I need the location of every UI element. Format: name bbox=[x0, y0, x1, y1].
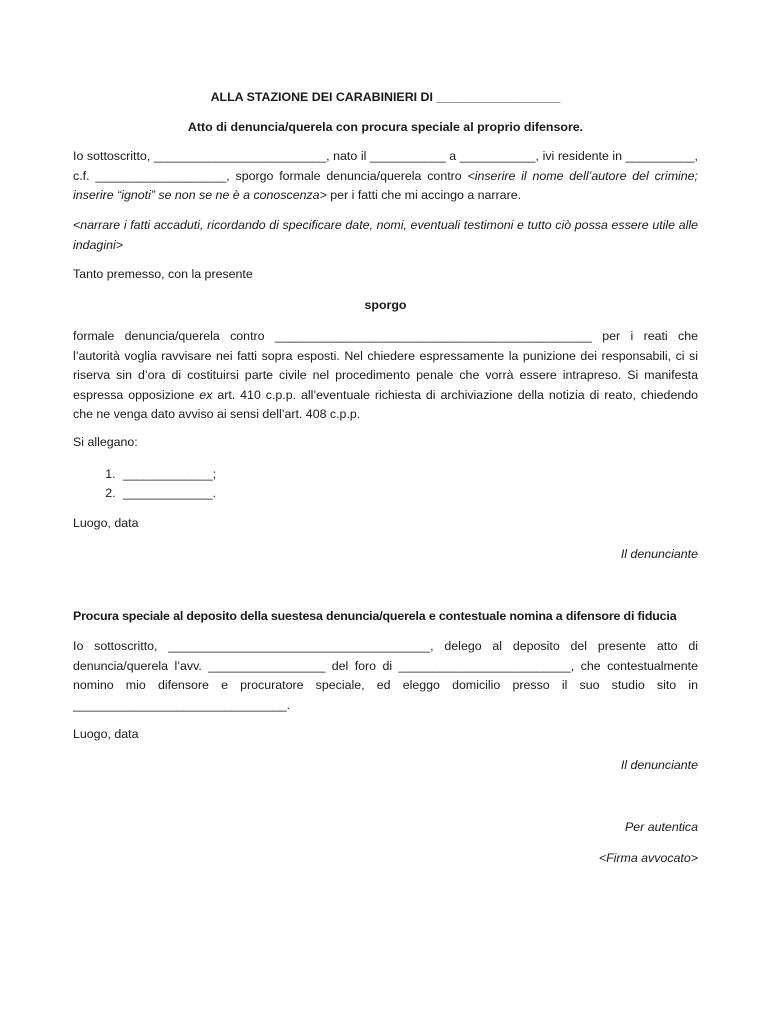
attachments-list bbox=[73, 465, 744, 503]
station-heading: ALLA STAZIONE DEI CARABINIERI DI __________________ bbox=[210, 90, 561, 104]
complaint-ex: ex bbox=[199, 387, 213, 402]
place-date-2: Luogo, data bbox=[73, 727, 139, 741]
place-date-1: Luogo, data bbox=[73, 516, 139, 530]
attachments-label: Si allegano: bbox=[73, 435, 138, 449]
facts-placeholder: <narrare i fatti accaduti, ricordando di specificare date, nomi, eventuali testimoni e tutto ciò possa essere utile alle indagini> bbox=[73, 218, 698, 252]
signature-1: Il denunciante bbox=[620, 547, 698, 561]
proxy-body: Io sottoscritto, ______________________________________, delego al deposito del presente atto di denuncia/querela l’avv. _________________ del foro di _________________________, che contestualmente nomino mio difensore e procuratore speciale, ed eleggo domicilio presso il suo studio sito in _______________________________. bbox=[73, 639, 698, 712]
proxy-title: Procura speciale al deposito della suestesa denuncia/querela e contestuale nomina a difensore di fiducia bbox=[73, 609, 677, 623]
intro-tail: per i fatti che mi accingo a narrare. bbox=[326, 188, 522, 203]
complaint-text: formale denuncia/querela contro ______________________________________________ per i reati che l’autorità voglia ravvisare nei fatti sopra esposti. Nel chiedere espressamente la punizione dei responsabili, ci si riserva sin d’ora di costituirsi parte civile nel procedimento penale che vorrà essere intrapreso. Si manifesta espressa opposizione bbox=[73, 329, 698, 402]
intro-paragraph bbox=[73, 147, 698, 206]
signature-2: Il denunciante bbox=[620, 758, 698, 772]
intro-italic-placeholder: <inserire il nome dell’autore del crimine; inserire “ignoti” se non se ne è a conoscenza> bbox=[73, 168, 698, 203]
attachment-item: 1. _____________; bbox=[119, 465, 744, 484]
document-title: Atto di denuncia/querela con procura speciale al proprio difensore. bbox=[187, 120, 584, 134]
complaint-paragraph bbox=[73, 327, 698, 425]
complaint-tail: art. 410 c.p.p. all’eventuale richiesta di archiviazione della notizia di reato, chiedendo che ne venga dato avviso ai sensi dell’art. 408 c.p.p. bbox=[73, 387, 699, 422]
intro-text: Io sottoscritto, _________________________, nato il ___________ a ___________, ivi residente in __________, c.f. ___________________, sporgo formale denuncia/querela contro bbox=[73, 149, 698, 183]
premise-text: Tanto premesso, con la presente bbox=[73, 267, 253, 281]
authentication-label: Per autentica bbox=[624, 820, 698, 834]
sporgo-heading: sporgo bbox=[364, 298, 407, 312]
lawyer-signature: <Firma avvocato> bbox=[598, 851, 698, 865]
attachment-item: 2. _____________. bbox=[119, 484, 744, 503]
